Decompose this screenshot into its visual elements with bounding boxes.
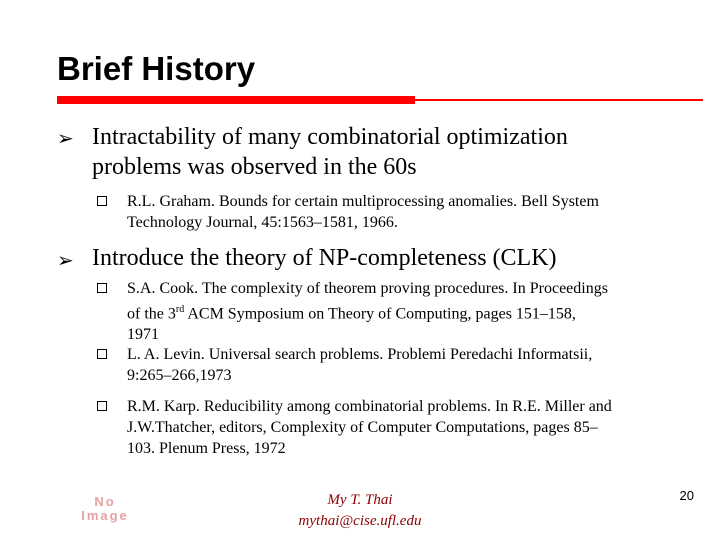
- slide-title: Brief History: [57, 50, 256, 87]
- sub-bullet-levin: L. A. Levin. Universal search problems. Problemi Peredachi Informatsii, 9:265–266,1973: [127, 346, 593, 384]
- footer: [280, 490, 440, 532]
- sub-bullet-cook: S.A. Cook. The complexity of theorem proving procedures. In Proceedings of the 3rd ACM Symposium on Theory of Computing, pages 151–158, 1971: [127, 280, 608, 344]
- footer-email: mythai@cise.ufl.edu: [298, 513, 422, 529]
- no-image-placeholder: No Image: [81, 494, 129, 523]
- bullet-1-text: Intractability of many combinatorial optimization problems was observed in the 60s: [92, 124, 568, 180]
- arrow-bullet-icon: ➢: [57, 126, 74, 150]
- title-rule-thick: [57, 96, 415, 104]
- sub-bullet-graham: R.L. Graham. Bounds for certain multiprocessing anomalies. Bell System Technology Journal, 45:1563–1581, 1966.: [127, 193, 599, 231]
- square-bullet-icon: [97, 283, 107, 293]
- sub-bullet-karp: R.M. Karp. Reducibility among combinatorial problems. In R.E. Miller and J.W.Thatcher, editors, Complexity of Computer Computations, pages 85– 103. Plenum Press, 1972: [127, 398, 612, 457]
- square-bullet-icon: [97, 401, 107, 411]
- footer-author: My T. Thai: [327, 492, 393, 508]
- page-number: 20: [679, 488, 694, 503]
- square-bullet-icon: [97, 196, 107, 206]
- arrow-bullet-icon: ➢: [57, 248, 74, 272]
- bullet-2-text: Introduce the theory of NP-completeness (CLK): [92, 245, 557, 271]
- square-bullet-icon: [97, 349, 107, 359]
- title-rule-thin: [415, 99, 703, 101]
